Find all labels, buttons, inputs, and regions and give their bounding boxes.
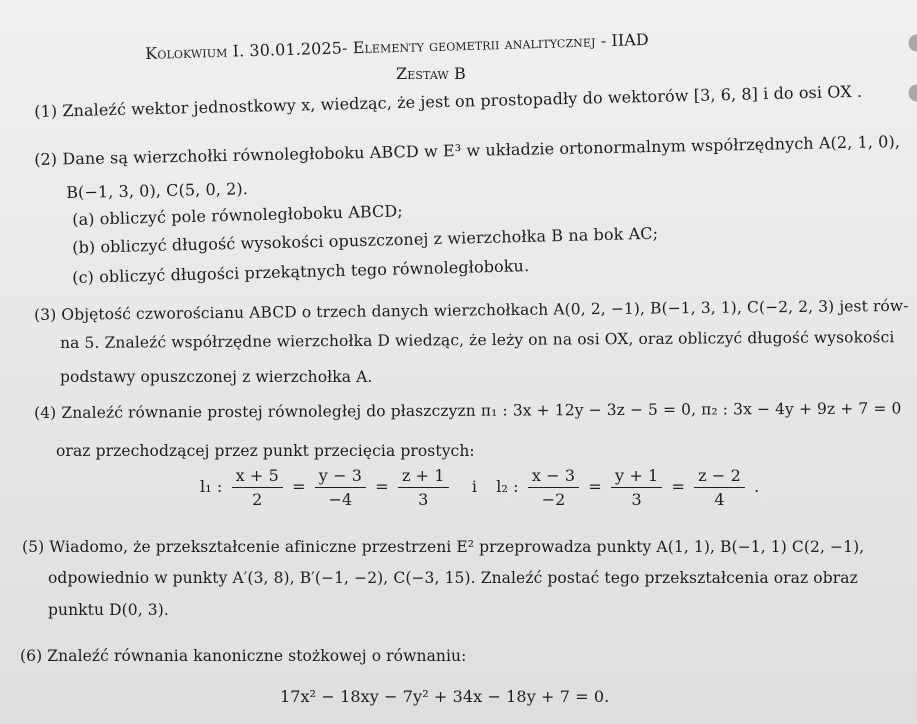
problem-4-line-2: oraz przechodzącej przez punkt przecięcia prostych:	[56, 442, 475, 460]
equals-sign: =	[671, 477, 686, 496]
l1-fraction-x: $\frac{x + 5}{2}$	[232, 466, 283, 509]
problem-3-line-2: na 5. Znaleźć współrzędne wierzchołka D wiedząc, że leży on na osi OX, oraz obliczyć długość wysokości	[60, 328, 895, 352]
problem-5-line-1: (5) Wiadomo, że przekształcenie afiniczne przestrzeni E² przeprowadza punkty A(1, 1), B(−1, 1) C(2, −1),	[22, 538, 865, 556]
exam-title: Kolokwium I. 30.01.2025- Elementy geometrii analitycznej - IIAD	[145, 29, 650, 63]
problem-2-part-c: (c) obliczyć długości przekątnych tego równoległoboku.	[72, 256, 530, 287]
problem-2-line-1: (2) Dane są wierzchołki równoległoboku ABCD w E³ w układzie ortonormalnym współrzędnych A(2, 1, 0),	[34, 131, 901, 169]
exam-subtitle: Zestaw B	[396, 64, 466, 83]
l1-fraction-y: $\frac{y - 3}{-4}$	[315, 466, 366, 509]
problem-2-part-a: (a) obliczyć pole równoległoboku ABCD;	[72, 201, 404, 229]
problem-5-line-2: odpowiednio w punkty A′(3, 8), B′(−1, −2), C(−3, 15). Znaleźć postać tego przekształcenia oraz obraz	[48, 569, 858, 587]
l1-fraction-z: $\frac{z + 1}{3}$	[398, 466, 449, 509]
l2-fraction-x: $\frac{x - 3}{-2}$	[528, 466, 579, 509]
l2-label: l₂ :	[496, 477, 519, 496]
problem-3-line-3: podstawy opuszczonej z wierzchołka A.	[60, 368, 373, 386]
problem-5-line-3: punktu D(0, 3).	[48, 601, 169, 619]
problem-6-equation: 17x² − 18xy − 7y² + 34x − 18y + 7 = 0.	[280, 687, 610, 706]
punch-hole	[903, 80, 917, 106]
problem-4-lines-equation	[200, 466, 759, 509]
conjunction: i	[471, 477, 478, 496]
equals-sign: =	[588, 477, 602, 496]
l2-fraction-y: $\frac{y + 1}{3}$	[611, 466, 662, 509]
equals-sign: =	[375, 477, 389, 496]
problem-2-part-b: (b) obliczyć długość wysokości opuszczonej z wierzchołka B na bok AC;	[72, 223, 659, 257]
equation-end: .	[754, 477, 760, 496]
problem-3-line-1: (3) Objętość czworościanu ABCD o trzech danych wierzchołkach A(0, 2, −1), B(−1, 3, 1), C(−2, 2, 3) jest rów-	[34, 296, 909, 324]
problem-2-line-2: B(−1, 3, 0), C(5, 0, 2).	[66, 179, 249, 202]
punch-hole	[903, 30, 917, 56]
problem-1: (1) Znaleźć wektor jednostkowy x, wiedząc, że jest on prostopadły do wektorów [3, 6, 8] i do osi OX .	[34, 81, 863, 121]
problem-6-line-1: (6) Znaleźć równania kanoniczne stożkowej o równaniu:	[20, 647, 467, 665]
l2-fraction-z: $\frac{z - 2}{4}$	[694, 466, 745, 509]
problem-4-line-1: (4) Znaleźć równanie prostej równoległej do płaszczyzn π₁ : 3x + 12y − 3z − 5 = 0, π₂ : 3x − 4y + 9z + 7 = 0	[34, 399, 902, 422]
equals-sign: =	[292, 477, 306, 496]
l1-label: l₁ :	[200, 477, 223, 496]
